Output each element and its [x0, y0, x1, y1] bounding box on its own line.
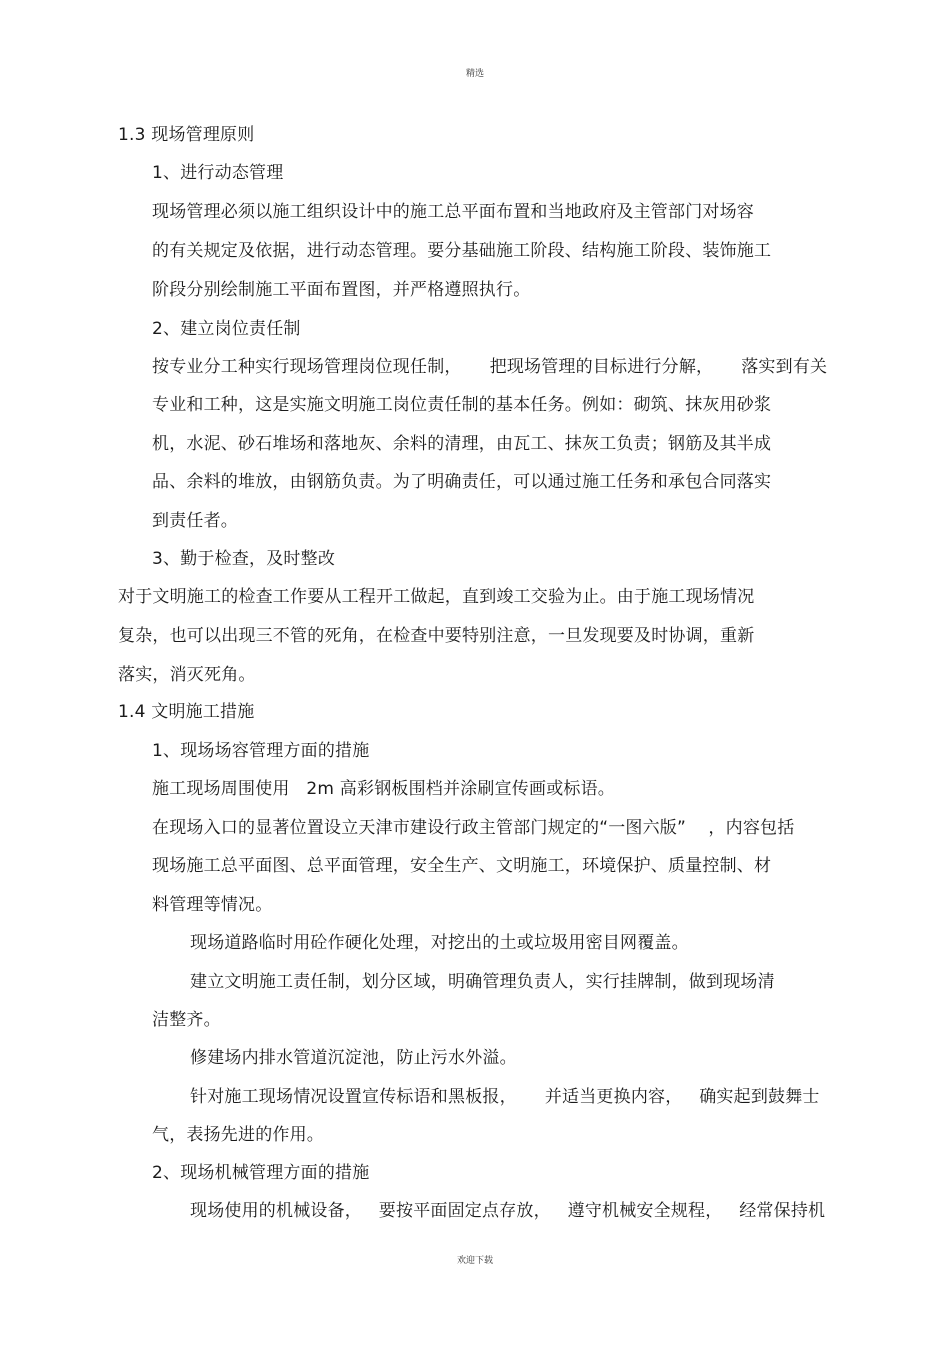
page-header: 精选 — [465, 69, 484, 79]
section-heading: 1.3 现场管理原则 — [118, 125, 255, 145]
paragraph-line: 阶段分别绘制施工平面布置图，并严格遵照执行。 — [152, 280, 531, 300]
subsection-heading: 2、现场机械管理方面的措施 — [152, 1163, 370, 1183]
paragraph-line: 在现场入口的显著位置设立天津市建设行政主管部门规定的“一图六版” ，内容包括 — [152, 818, 795, 838]
paragraph-line: 的有关规定及依据，进行动态管理。要分基础施工阶段、结构施工阶段、装饰施工 — [152, 241, 772, 261]
paragraph-line: 专业和工种，这是实施文明施工岗位责任制的基本任务。例如：砌筑、抹灰用砂浆 — [152, 395, 772, 415]
paragraph-line: 现场使用的机械设备， 要按平面固定点存放， 遵守机械安全规程， 经常保持机 — [190, 1201, 826, 1221]
paragraph-line: 对于文明施工的检查工作要从工程开工做起，直到竣工交验为止。由于施工现场情况 — [118, 587, 755, 607]
paragraph-line: 落实，消灭死角。 — [118, 665, 256, 685]
subsection-heading: 1、现场场容管理方面的措施 — [152, 741, 370, 761]
subsection-heading: 3、勤于检查，及时整改 — [152, 549, 336, 569]
paragraph-line: 现场施工总平面图、总平面管理，安全生产、文明施工，环境保护、质量控制、材 — [152, 856, 772, 876]
paragraph-line: 按专业分工种实行现场管理岗位现任制， 把现场管理的目标进行分解， 落实到有关 — [152, 357, 828, 377]
subsection-heading: 2、建立岗位责任制 — [152, 319, 301, 339]
paragraph-line: 气，表扬先进的作用。 — [152, 1125, 324, 1145]
paragraph-line: 修建场内排水管道沉淀池，防止污水外溢。 — [190, 1048, 517, 1068]
paragraph-line: 施工现场周围使用 2m 高彩钢板围档并涂刷宣传画或标语。 — [152, 779, 615, 799]
section-heading: 1.4 文明施工措施 — [118, 702, 255, 722]
paragraph-line: 洁整齐。 — [152, 1010, 221, 1030]
paragraph-line: 现场道路临时用砼作硬化处理，对挖出的土或垃圾用密目网覆盖。 — [190, 933, 689, 953]
paragraph-line: 针对施工现场情况设置宣传标语和黑板报， 并适当更换内容， 确实起到鼓舞士 — [190, 1087, 820, 1107]
paragraph-line: 料管理等情况。 — [152, 895, 273, 915]
subsection-heading: 1、进行动态管理 — [152, 163, 284, 183]
paragraph-line: 现场管理必须以施工组织设计中的施工总平面布置和当地政府及主管部门对场容 — [152, 202, 754, 222]
paragraph-line: 建立文明施工责任制，划分区域，明确管理负责人，实行挂牌制，做到现场清 — [190, 972, 775, 992]
paragraph-line: 到责任者。 — [152, 511, 238, 531]
page-footer: 欢迎下载 — [456, 1256, 493, 1266]
paragraph-line: 复杂，也可以出现三不管的死角，在检查中要特别注意，一旦发现要及时协调，重新 — [118, 626, 755, 646]
paragraph-line: 机，水泥、砂石堆场和落地灰、余料的清理，由瓦工、抹灰工负责；钢筋及其半成 — [152, 434, 772, 454]
paragraph-line: 品、余料的堆放，由钢筋负责。为了明确责任，可以通过施工任务和承包合同落实 — [152, 472, 772, 492]
